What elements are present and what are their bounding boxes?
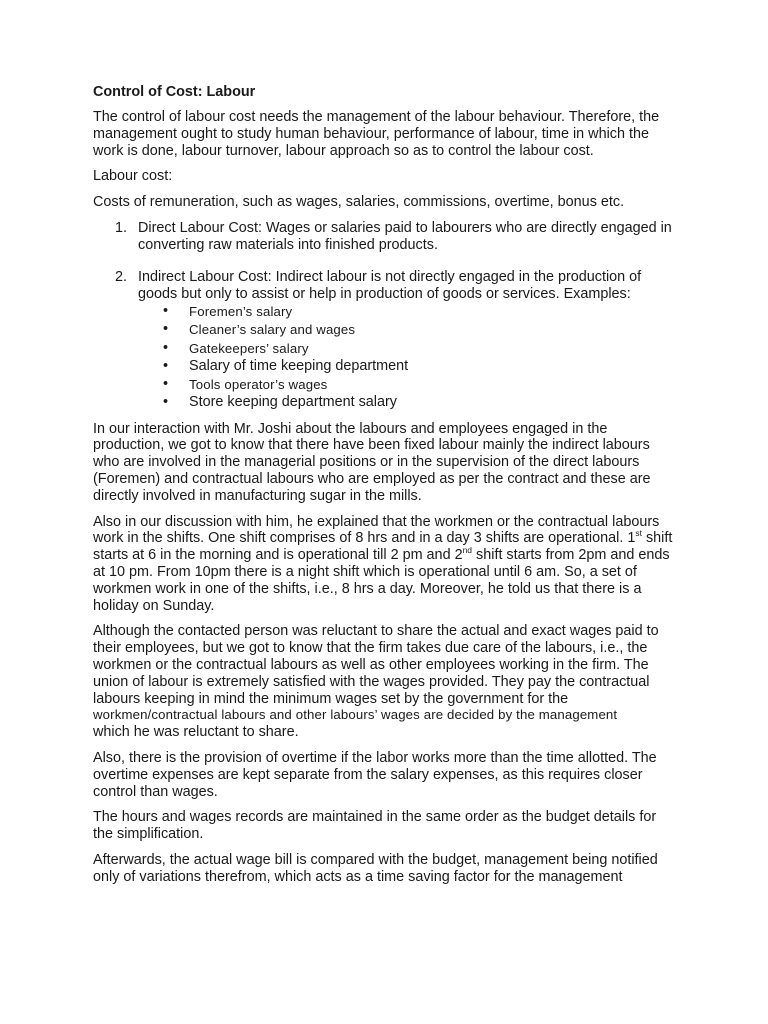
ordinal-suffix: st <box>635 528 642 539</box>
bullet-icon: • <box>163 358 169 375</box>
records-paragraph: The hours and wages records are maintained in the same order as the budget details for the simplification. <box>93 809 657 843</box>
example-text: Store keeping department salary <box>189 394 397 411</box>
example-text: Gatekeepers’ salary <box>189 340 309 356</box>
example-text: Salary of time keeping department <box>189 358 409 375</box>
shifts-text: Also in our discussion with him, he explained that the workmen or the contractual labours work in the shifts. One shift comprises of 8 hrs and in a day 3 shifts are operational. 1 <box>93 513 660 547</box>
bullet-icon: • <box>163 321 169 338</box>
ordinal-suffix: nd <box>462 545 473 556</box>
joshi-interaction-paragraph: In our interaction with Mr. Joshi about the labours and employees engaged in the production, we got to know that there have been fixed labour mainly the indirect labours who are involved in the managerial positions or in the supervision of the direct labours (Foremen) and contractual labours who are employed as per the contract and these are directly involved in manufacturing sugar in the mills. <box>93 420 651 504</box>
example-item <box>138 321 677 340</box>
list-item-indirect-labour <box>93 269 677 412</box>
overtime-paragraph: Also, there is the provision of overtime if the labor works more than the time allotted. The overtime expenses are kept separate from the salary expenses, as this requires closer control than wages. <box>93 749 657 800</box>
bullet-icon: • <box>163 394 169 411</box>
afterwards-paragraph: Afterwards, the actual wage bill is compared with the budget, management being notified only of variations therefrom, which acts as a time saving factor for the management <box>93 851 658 885</box>
example-item <box>138 376 677 395</box>
example-item <box>138 340 677 359</box>
document-title: Control of Cost: Labour <box>93 84 256 100</box>
bullet-icon: • <box>163 375 169 392</box>
wages-text: which he was reluctant to share. <box>93 724 299 741</box>
labour-cost-heading: Labour cost: <box>93 168 173 185</box>
list-number: 2. <box>115 268 128 285</box>
example-text: Tools operator’s wages <box>189 376 328 392</box>
intro-paragraph: The control of labour cost needs the management of the labour behaviour. Therefore, the management ought to study human behaviour, performance of labour, time in which the work is done, labour turnover, labour approach so as to control the labour cost. <box>93 109 660 159</box>
list-item-text: Direct Labour Cost: Wages or salaries paid to labourers who are directly engaged in converting raw materials into finished products. <box>138 219 672 253</box>
list-number: 1. <box>115 219 128 236</box>
list-item-text: Indirect Labour Cost: Indirect labour is not directly engaged in the production of goods but only to assist or help in production of goods or services. Examples: <box>138 268 642 302</box>
bullet-icon: • <box>163 302 169 319</box>
wages-paragraph <box>93 623 677 741</box>
example-item <box>138 358 677 376</box>
example-text: Cleaner’s salary and wages <box>189 322 356 338</box>
labour-cost-list <box>93 220 677 412</box>
list-item-direct-labour <box>93 220 677 254</box>
example-text: Foremen’s salary <box>189 303 293 319</box>
wages-text: workmen/contractual labours and other labours’ wages are decided by the management <box>93 707 618 723</box>
remuneration-paragraph: Costs of remuneration, such as wages, salaries, commissions, overtime, bonus etc. <box>93 194 625 211</box>
document-page <box>93 84 677 895</box>
wages-text: Although the contacted person was reluctant to share the actual and exact wages paid to their employees, but we got to know that the firm takes due care of the labours, i.e., the workmen or the contractual labours as well as other employees working in the firm. The union of labour is extremely satisfied with the wages provided. They pay the contractual labours keeping in mind the minimum wages set by the government for the <box>93 623 659 707</box>
bullet-icon: • <box>163 339 169 356</box>
examples-list <box>138 303 677 412</box>
shifts-text: shift starts from 2pm and ends at 10 pm. From 10pm there is a night shift which is operational until 6 am. So, a set of workmen work in one of the shifts, i.e., 8 hrs a day. Moreover, he told us that there is a holiday on Sunday. <box>93 547 670 614</box>
example-item <box>138 394 677 412</box>
shifts-text: shift starts at 6 in the morning and is operational till 2 pm and 2 <box>93 530 673 564</box>
example-item <box>138 303 677 322</box>
shifts-paragraph <box>93 514 677 615</box>
